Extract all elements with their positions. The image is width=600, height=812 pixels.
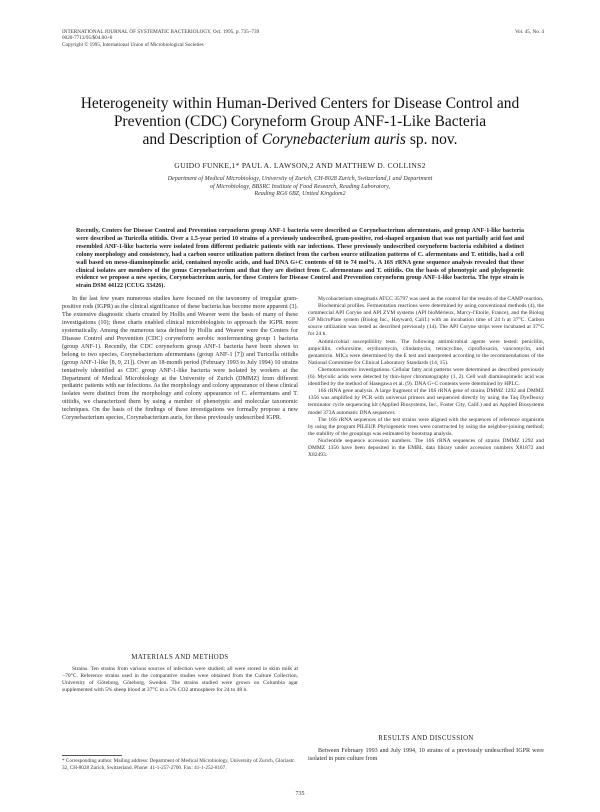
copyright-line: Copyright © 1995, International Union of Microbiological Societies: [62, 41, 204, 48]
affiliation-line-1: Department of Medical Microbiology, University of Zurich, CH-8028 Zurich, Switzerland,1 and Department: [167, 176, 433, 182]
journal-header: [62, 29, 482, 48]
footnote-rule: [62, 755, 122, 756]
alignment-paragraph: The 16S rRNA sequences of the test strains were aligned with the sequences of reference organisms by using the program PILEUP. Phylogenetic trees were constructed by using the neighbor-joining method; the stability of the groupings was estimated by bootstrap analysis.: [308, 416, 544, 437]
reference-strains-paragraph: Mycobacterium smegmatis ATCC 35797 was used as the control for the results of the CAMP reaction.: [318, 296, 544, 302]
affiliation-line-2: of Microbiology, BBSRC Institute of Food Research, Reading Laboratory,: [209, 183, 391, 190]
title-line-2: Prevention (CDC) Coryneform Group ANF-1-Like Bacteria: [113, 113, 487, 130]
abstract: Recently, Centers for Disease Control and Prevention coryneform group ANF-1 bacteria were described as Corynebacterium afermentans, and group ANF-1-like bacteria were described as Turicella otitidis. Over a 1.5-year period 10 strains of a previously undescribed, gram-positive, rod-shaped organism that was not partially acid fast and resembled ANF-1-like bacteria were isolated from different pediatric patients with ear infections. These previously undescribed coryneform bacteria exhibited a distinct colony morphology and consistency, had a carbon source utilization pattern distinct from the carbon source utilization patterns of C. afermentans and T. otitidis, had a cell wall based on meso-diaminopimelic acid, contained mycolic acids, and had DNA G+C contents of 68 to 74 mol%. A 16S rRNA gene sequence analysis revealed that these clinical isolates are members of the genus Corynebacterium and that they are distinct from C. afermentans and T. otitidis. On the basis of phenotypic and phylogenetic evidence we propose a new species, Corynebacterium auris, for these Centers for Disease Control and Prevention coryneform group ANF-1-like bacteria. The type strain is strain DSM 44122 (CCUG 33426).: [76, 228, 524, 290]
page-number: 735: [295, 791, 305, 797]
title-line-3: [40, 131, 560, 149]
title-prefix: and Description of: [142, 131, 262, 148]
title-suffix: sp. nov.: [405, 131, 458, 148]
methods-text: Strains. Ten strains from various sources of infection were studied; all were stored in skim milk at −70°C. Reference strains used in the comparative studies were obtained from the Culture Collection, University of Göteborg, Göteborg, Sweden. The strains studied were grown on Columbia agar supplemented with 5% sheep blood at 37°C in a 5% CO2 atmosphere for 24 to 48 h.: [62, 666, 298, 694]
issn-line: 0020-7713/95/$04.00+0: [62, 35, 113, 42]
results-text: Between February 1993 and July 1994, 10 strains of a previously undescribed IGPR were isolated in pure culture from: [308, 748, 544, 762]
right-column: [308, 296, 544, 459]
volume-line: Vol. 45, No. 4: [514, 29, 544, 35]
methods-heading: MATERIALS AND METHODS: [131, 654, 229, 661]
susceptibility-paragraph: Antimicrobial susceptibility tests. The following antimicrobial agents were tested: penicillin, ampicillin, cefuroxime, erythromycin, clindamycin, tetracycline, ciprofloxacin, vancomycin, and gentamicin. MICs were determined by the E test and interpreted according to the recommendations of the National Committee for Clinical Laboratory Standards (14, 15).: [308, 338, 544, 366]
chemotaxonomy-paragraph: Chemotaxonomic investigations. Cellular fatty acid patterns were determined as described previously (6). Mycolic acids were detected by thin-layer chromatography (1, 2). Cell wall diaminopimelic acid was identified by the method of Hasegawa et al. (9). DNA G+C contents were determined by HPLC.: [308, 366, 544, 388]
rrna-paragraph: 16S rRNA gene analysis. A large fragment of the 16S rRNA gene of strains DMMZ 1292 and DMMZ 1356 was amplified by PCR with universal primers and sequenced directly by using the Taq DyeDeoxy terminator cycle sequencing kit (Applied Biosystems, Inc., Foster City, Calif.) and an Applied Biosystems model 373A automatic DNA sequencer.: [308, 388, 544, 416]
methods-paragraph: [62, 666, 298, 694]
authors: GUIDO FUNKE,1* PAUL A. LAWSON,2 AND MATTHEW D. COLLINS2: [174, 161, 426, 170]
article-title: [40, 95, 560, 149]
left-column: [62, 296, 298, 423]
affiliation-line-3: Reading RG6 6BZ, United Kingdom2: [254, 191, 346, 197]
accession-paragraph: Nucleotide sequence accession numbers. The 16S rRNA sequences of strains DMMZ 1292 and DMMZ 1356 have been deposited in the EMBL data library under accession numbers X81872 and X82493.: [308, 437, 544, 459]
footnote: * Corresponding author. Mailing address: Department of Medical Microbiology, University of Zurich, Gloriastr. 32, CH-8028 Zurich, Switzerland. Phone: 41-1-257-2700. Fax: 41-1-252-8107.: [62, 758, 295, 771]
results-heading: RESULTS AND DISCUSSION: [378, 735, 474, 742]
journal-line: INTERNATIONAL JOURNAL OF SYSTEMATIC BACTERIOLOGY, Oct. 1995, p. 735–739: [62, 29, 260, 35]
results-paragraph: [308, 748, 544, 764]
introduction-paragraph: In the last few years numerous studies have focused on the taxonomy of irregular gram-positive rods (IGPR) as the clinical significance of these bacteria has become more apparent (3). The extensive diagnostic charts created by Hollis and Weaver were the basis of many of these investigations (10); these charts enabled clinical microbiologists to approach the IGPR more systematically. Among the numerous taxa defined by Hollis and Weaver were the Centers for Disease Control and Prevention (CDC) coryneform aerobic nonfermenting group 1 bacteria (group ANF-1). Recently, the CDC coryneform group ANF-1 bacteria have been shown to belong to two species, Corynebacterium afermentans (group ANF-1 [7]) and Turicella otitidis (group ANF-1-like [8, 9, 21]). Over an 18-month period (February 1993 to July 1994) 10 strains tentatively identified as CDC group ANF-1-like bacteria were isolated by workers at the Department of Medical Microbiology at the University of Zurich (DMMZ) from different pediatric patients with ear infections. As the morphology and colony appearance of these clinical isolates were distinct from the morphology and colony appearance of C. afermentans and T. otitidis, we characterized them by using a number of phenotypic and molecular taxonomic techniques. On the basis of the findings of these investigations we formally propose a new Corynebacterium species, Corynebacterium auris, for these previously undescribed IGPR.: [62, 296, 298, 422]
species-name: Corynebacterium auris: [261, 131, 406, 148]
biochemical-paragraph: Biochemical profiles. Fermentation reactions were determined by using conventional methods (4), the commercial API Coryne and API ZYM systems (API bioMérieux, Marcy-l'Etoile, France), and the Biolog GP MicroPlate system (Biolog Inc., Hayward, Calif.) with an incubation time of 24 h at 37°C. Carbon source utilization was tested as described previously (14). The API Coryne strips were incubated at 37°C for 24 h.: [308, 303, 544, 338]
title-line-1: Heterogeneity within Human-Derived Centers for Disease Control and: [80, 95, 520, 112]
affiliations: [78, 176, 522, 199]
